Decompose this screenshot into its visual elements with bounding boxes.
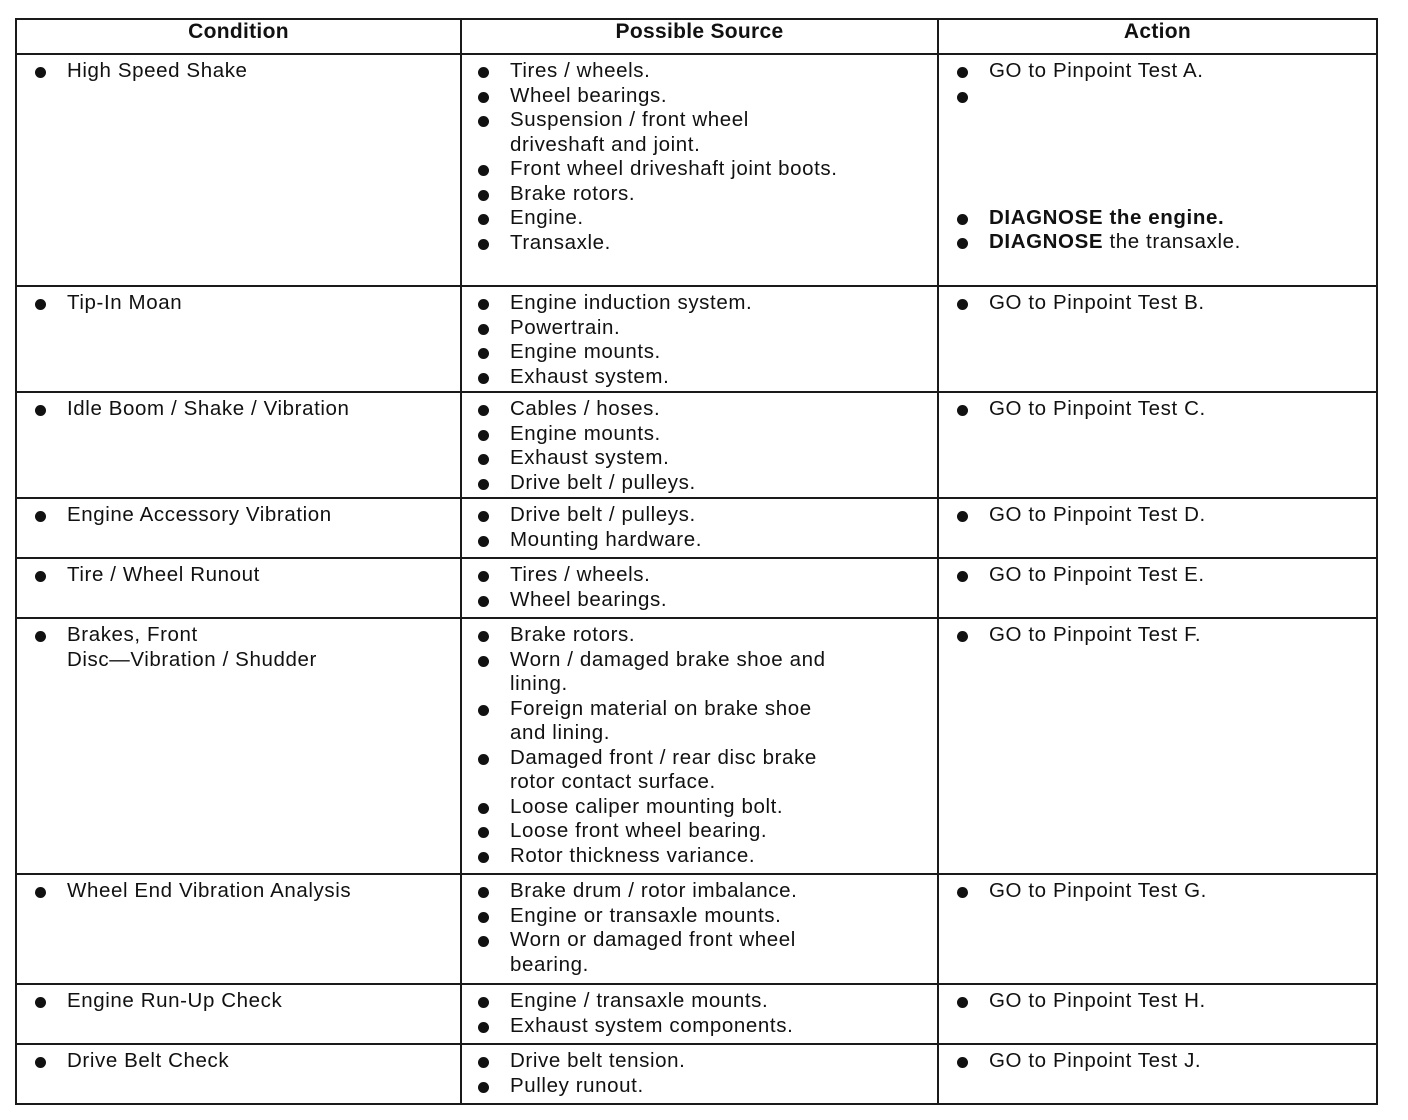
table-row [16,498,1377,558]
action-text: GO to Pinpoint Test F. [989,623,1202,646]
action-item [945,503,1366,528]
action-text: GO to Pinpoint Test B. [989,291,1205,314]
action-item [945,291,1366,316]
action-item [945,230,1366,255]
action-cell [938,286,1377,392]
action-item [945,989,1366,1014]
action-cell [938,984,1377,1044]
action-text: GO to Pinpoint Test A. [989,59,1204,82]
action-cell [938,874,1377,984]
source-item: Engine or transaxle mounts. [466,904,847,929]
source-item: Drive belt / pulleys. [466,503,927,528]
condition-text: Idle Boom / Shake / Vibration [23,397,450,422]
condition-text: Wheel End Vibration Analysis [23,879,450,904]
source-item: Engine mounts. [466,340,927,365]
source-item: Exhaust system components. [466,1014,927,1039]
condition-cell [16,392,461,498]
source-cell [461,498,938,558]
action-text: GO to Pinpoint Test J. [989,1049,1202,1072]
condition-cell [16,54,461,286]
action-item [945,563,1366,588]
source-item: Powertrain. [466,316,927,341]
source-item: Damaged front / rear disc brake rotor contact surface. [466,746,847,795]
source-cell [461,984,938,1044]
condition-text [23,623,450,672]
source-item: Suspension / front wheel driveshaft and joint. [466,108,927,157]
source-cell [461,874,938,984]
source-item: Pulley runout. [466,1074,927,1099]
condition-cell [16,984,461,1044]
source-item: Wheel bearings. [466,84,927,109]
condition-text: Tire / Wheel Runout [23,563,450,588]
action-verb: DIAGNOSE [989,230,1104,253]
source-item: Loose caliper mounting bolt. [466,795,847,820]
condition-cell [16,558,461,618]
source-item: Loose front wheel bearing. [466,819,847,844]
action-cell [938,392,1377,498]
source-item: Drive belt / pulleys. [466,471,927,496]
table-row [16,558,1377,618]
source-cell [461,286,938,392]
table-row [16,874,1377,984]
action-item [945,879,1366,904]
header-possible-source: Possible Source [461,19,938,54]
condition-text: High Speed Shake [23,59,450,84]
action-verb: DIAGNOSE [989,205,1104,229]
action-item [945,1049,1366,1074]
source-cell [461,392,938,498]
table-row [16,984,1377,1044]
action-item [945,59,1366,84]
source-cell [461,618,938,874]
source-item: Foreign material on brake shoe and lining. [466,697,847,746]
source-item: Cables / hoses. [466,397,927,422]
header-row [16,19,1377,54]
action-text: GO to Pinpoint Test E. [989,563,1205,586]
diagnosis-table [15,18,1378,1105]
source-cell [461,54,938,286]
source-cell [461,1044,938,1104]
source-item: Mounting hardware. [466,528,927,553]
condition-text: Drive Belt Check [23,1049,450,1074]
action-cell [938,558,1377,618]
source-item: Drive belt tension. [466,1049,927,1074]
condition-text: Tip-In Moan [23,291,450,316]
header-action: Action [938,19,1377,54]
table-row [16,392,1377,498]
action-cell [938,618,1377,874]
source-item: Engine. [466,206,927,231]
action-text: GO to Pinpoint Test D. [989,503,1206,526]
action-text: the engine. [1103,205,1225,229]
action-item [945,206,1366,231]
action-text: GO to Pinpoint Test G. [989,879,1207,902]
source-item: Engine induction system. [466,291,927,316]
source-item: Wheel bearings. [466,588,927,613]
header-condition: Condition [16,19,461,54]
table-row [16,618,1377,874]
action-cell [938,1044,1377,1104]
table-row [16,286,1377,392]
condition-cell [16,618,461,874]
source-item: Worn or damaged front wheel bearing. [466,928,847,977]
source-item: Brake drum / rotor imbalance. [466,879,847,904]
condition-text: Engine Accessory Vibration [23,503,450,528]
source-item: Tires / wheels. [466,59,927,84]
condition-cell [16,286,461,392]
action-item [945,397,1366,422]
condition-text: Engine Run-Up Check [23,989,450,1014]
source-item: Worn / damaged brake shoe and lining. [466,648,847,697]
action-item [945,623,1366,648]
source-item: Brake rotors. [466,623,847,648]
action-text: the transaxle. [1103,230,1241,253]
source-item: Exhaust system. [466,446,927,471]
source-item: Rotor thickness variance. [466,844,847,869]
source-item: Tires / wheels. [466,563,927,588]
condition-cell [16,874,461,984]
source-cell [461,558,938,618]
condition-cell [16,1044,461,1104]
action-cell [938,498,1377,558]
action-text: GO to Pinpoint Test H. [989,989,1206,1012]
source-item: Brake rotors. [466,182,927,207]
condition-line: Disc—Vibration / Shudder [67,647,317,671]
table-row [16,1044,1377,1104]
source-item: Engine mounts. [466,422,927,447]
table-row [16,54,1377,286]
spacer [945,84,1366,206]
action-cell [938,54,1377,286]
source-item: Transaxle. [466,231,927,256]
source-item: Front wheel driveshaft joint boots. [466,157,927,182]
condition-cell [16,498,461,558]
action-text: GO to Pinpoint Test C. [989,397,1206,420]
condition-line: Brakes, Front [67,623,198,646]
source-item: Exhaust system. [466,365,927,390]
source-item: Engine / transaxle mounts. [466,989,927,1014]
